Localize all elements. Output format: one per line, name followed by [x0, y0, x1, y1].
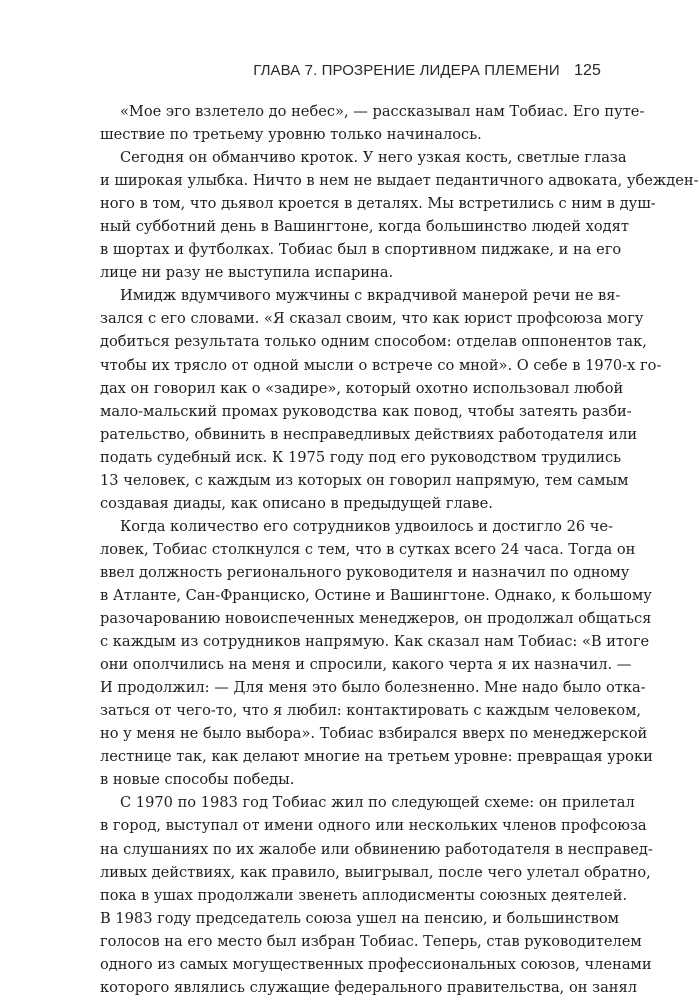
text-line: лестнице так, как делают многие на третьем уровне: превращая уроки	[100, 748, 653, 766]
text-line: в шортах и футболках. Тобиас был в спортивном пиджаке, и на его	[100, 241, 622, 259]
text-line: Когда количество его сотрудников удвоилось и достигло 26 че-	[120, 517, 613, 535]
text-line: 13 человек, с каждым из которых он говорил напрямую, тем самым	[100, 471, 629, 489]
text-line: заться от чего-то, что я любил: контактировать с каждым человеком,	[100, 702, 642, 720]
text-line: на слушаниях по их жалобе или обвинению работодателя в несправед-	[100, 840, 653, 858]
page-number: 125	[574, 62, 601, 79]
text-line: которого являлись служащие федерального правительства, он занял	[100, 978, 637, 996]
paragraph	[100, 515, 653, 792]
text-line: мало-мальский промах руководства как повод, чтобы затеять разби-	[100, 402, 632, 420]
text-line: ливых действиях, как правило, выигрывал, после чего улетал обратно,	[100, 863, 651, 881]
running-title: ГЛАВА 7. ПРОЗРЕНИЕ ЛИДЕРА ПЛЕМЕНИ	[253, 62, 560, 79]
text-line: одного из самых могущественных профессиональных союзов, членами	[100, 955, 652, 973]
text-line: Имидж вдумчивого мужчины с вкрадчивой манерой речи не вя-	[120, 287, 621, 305]
text-line: чтобы их трясло от одной мысли о встрече со мной». О себе в 1970-х го-	[100, 356, 662, 374]
paragraph	[100, 791, 653, 998]
text-line: с каждым из сотрудников напрямую. Как сказал нам Тобиас: «В итоге	[100, 633, 650, 651]
text-line: подать судебный иск. К 1975 году под его руководством трудились	[100, 448, 622, 466]
text-line: и широкая улыбка. Ничто в нем не выдает педантичного адвоката, убежден-	[100, 172, 699, 190]
text-line: голосов на его место был избран Тобиас. Теперь, став руководителем	[100, 932, 642, 950]
paragraph	[100, 146, 699, 284]
text-line: «Мое эго взлетело до небес», — рассказывал нам Тобиас. Его путе-	[120, 103, 645, 120]
text-line: пока в ушах продолжали звенеть аплодисменты союзных деятелей.	[100, 886, 628, 904]
text-line: С 1970 по 1983 год Тобиас жил по следующей схеме: он прилетал	[120, 794, 635, 812]
text-line: шествие по третьему уровню только начиналось.	[100, 126, 482, 144]
text-line: в новые способы победы.	[100, 771, 295, 789]
text-line: В 1983 году председатель союза ушел на пенсию, и большинством	[100, 909, 620, 927]
page-header	[98, 62, 601, 84]
paragraph	[100, 100, 645, 146]
text-line: в Атланте, Сан-Франциско, Остине и Вашингтоне. Однако, к большому	[100, 586, 652, 604]
text-line: рательство, обвинить в несправедливых действиях работодателя или	[100, 425, 638, 443]
text-line: зался с его словами. «Я сказал своим, что как юрист профсоюза могу	[100, 310, 644, 328]
text-line: создавая диады, как описано в предыдущей главе.	[100, 494, 493, 512]
text-line: ввел должность регионального руководителя и назначил по одному	[100, 563, 630, 581]
body-text	[100, 100, 699, 999]
text-line: Сегодня он обманчиво кроток. У него узкая кость, светлые глаза	[120, 149, 627, 167]
text-line: ный субботний день в Вашингтоне, когда большинство людей ходят	[100, 218, 629, 236]
text-line: дах он говорил как о «задире», который охотно использовал любой	[100, 379, 624, 397]
paragraph	[100, 284, 662, 514]
text-line: лице ни разу не выступила испарина.	[100, 264, 394, 282]
text-line: они ополчились на меня и спросили, какого черта я их назначил. —	[100, 656, 632, 674]
text-line: ного в том, что дьявол кроется в деталях. Мы встретились с ним в душ-	[100, 195, 656, 213]
text-line: И продолжил: — Для меня это было болезненно. Мне надо было отка-	[100, 679, 646, 697]
text-line: ловек, Тобиас столкнулся с тем, что в сутках всего 24 часа. Тогда он	[100, 540, 636, 558]
text-line: но у меня не было выбора». Тобиас взбирался вверх по менеджерской	[100, 725, 648, 743]
text-line: добиться результата только одним способом: отделав оппонентов так,	[100, 333, 647, 351]
text-line: в город, выступал от имени одного или нескольких членов профсоюза	[100, 817, 647, 835]
text-line: разочарованию новоиспеченных менеджеров, он продолжал общаться	[100, 610, 652, 628]
